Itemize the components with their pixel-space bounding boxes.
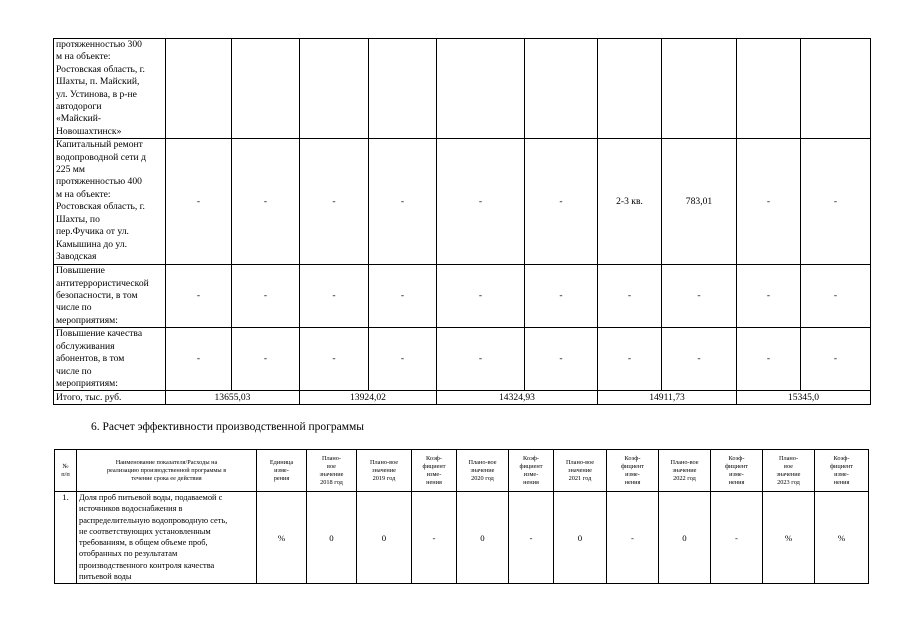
text-line: Ростовская область, г. xyxy=(56,63,145,75)
value-cell: - xyxy=(662,265,737,328)
text-line: 2023 год xyxy=(777,478,800,486)
text-line: Капитальный ремонт xyxy=(56,139,143,151)
value-cell xyxy=(801,39,871,139)
text-line: п/п xyxy=(61,470,70,478)
text-line: «Майский- xyxy=(56,113,102,125)
value-cell: - xyxy=(369,265,437,328)
value-cell: - xyxy=(300,328,369,391)
value-cell: - xyxy=(737,328,801,391)
table-row xyxy=(54,328,871,391)
section-title: 6. Расчет эффективности производственной программы xyxy=(91,421,365,433)
value-cell: % xyxy=(763,492,815,584)
value-cell xyxy=(662,39,737,139)
text-line: значение xyxy=(568,466,592,474)
text-line: Коэф- xyxy=(624,454,641,462)
text-line: ул. Устинова, в р-не xyxy=(56,88,137,100)
text-line: изме- xyxy=(834,470,849,478)
text-line: 2021 год xyxy=(568,474,592,482)
text-line: безопасности, в том xyxy=(56,290,138,302)
value-cell xyxy=(437,39,525,139)
value-cell: - xyxy=(232,139,300,265)
column-header xyxy=(257,450,307,492)
value-cell: - xyxy=(711,492,763,584)
text-line: Коэф- xyxy=(523,454,539,462)
efficiency-table xyxy=(54,449,869,584)
text-line: Плано-вое xyxy=(468,458,497,466)
text-line: фициент xyxy=(829,462,854,470)
text-line: 2019 год xyxy=(372,474,396,482)
table-row xyxy=(54,39,871,139)
text-line: протяженностью 300 xyxy=(56,39,142,50)
value-cell xyxy=(300,39,369,139)
value-cell: 0 xyxy=(554,492,607,584)
text-line: антитеррористической xyxy=(56,277,149,289)
row-number: 1. xyxy=(55,492,77,584)
value-cell: - xyxy=(166,328,232,391)
text-line: фициент xyxy=(724,462,749,470)
table-row xyxy=(54,139,871,265)
text-line: изме- xyxy=(625,470,640,478)
column-header xyxy=(357,450,412,492)
text-line: Шахты, п. Майский, xyxy=(56,76,140,88)
row-name-cell xyxy=(54,265,166,328)
text-line: мероприятиям: xyxy=(56,314,118,326)
value-cell: - xyxy=(598,328,662,391)
text-line: Плано-вое xyxy=(670,458,699,466)
value-cell: - xyxy=(232,328,300,391)
text-line: Камышина до ул. xyxy=(56,238,127,250)
value-cell: - xyxy=(166,139,232,265)
text-line: вое xyxy=(784,462,793,470)
total-value: 14911,73 xyxy=(598,391,737,405)
value-cell: - xyxy=(801,139,871,265)
table-row xyxy=(54,265,871,328)
value-cell: 0 xyxy=(659,492,711,584)
text-line: производственного контроля качества xyxy=(79,560,215,570)
value-cell xyxy=(737,39,801,139)
text-line: значение xyxy=(470,466,495,474)
value-cell xyxy=(598,39,662,139)
column-header xyxy=(659,450,711,492)
text-line: источников водоснабжения в xyxy=(79,504,183,514)
text-line: значение xyxy=(672,466,697,474)
text-line: Коэф- xyxy=(833,454,850,462)
column-header xyxy=(457,450,509,492)
text-line: распределительную водопроводную сеть, xyxy=(79,515,228,525)
column-header xyxy=(509,450,554,492)
text-line: фициент xyxy=(422,462,446,470)
value-cell: - xyxy=(300,139,369,265)
value-cell: - xyxy=(662,328,737,391)
text-line: изме- xyxy=(729,470,744,478)
text-line: 2020 год xyxy=(471,474,494,482)
text-line: Шахты, по xyxy=(56,213,100,225)
text-line: значение xyxy=(776,470,801,478)
row-name-cell xyxy=(54,39,166,139)
value-cell: % xyxy=(257,492,307,584)
value-cell: - xyxy=(525,139,598,265)
text-line: Доля проб питьевой воды, подаваемой с xyxy=(79,493,223,502)
value-cell: - xyxy=(300,265,369,328)
total-label: Итого, тыс. руб. xyxy=(54,391,166,405)
text-line: изме- xyxy=(274,466,289,474)
indicator-name xyxy=(77,492,257,584)
text-line: Единица xyxy=(269,458,294,466)
header-row xyxy=(55,450,869,492)
text-line: требованиям, в общем объеме проб, xyxy=(79,538,208,548)
text-line: нения xyxy=(426,478,442,486)
value-cell: - xyxy=(437,328,525,391)
text-line: Коэф- xyxy=(426,454,442,462)
column-header xyxy=(815,450,869,492)
value-cell: - xyxy=(437,265,525,328)
total-value: 15345,0 xyxy=(737,391,871,405)
text-line: числе по xyxy=(56,365,92,377)
value-cell: 0 xyxy=(457,492,509,584)
column-header xyxy=(77,450,257,492)
text-line: Плано-вое xyxy=(565,458,595,466)
investment-table xyxy=(53,38,871,405)
text-line: Плано- xyxy=(321,454,342,462)
text-line: течение срока ее действия xyxy=(131,474,202,482)
value-cell: - xyxy=(525,265,598,328)
text-line: нения xyxy=(833,478,850,486)
value-cell xyxy=(369,39,437,139)
text-line: Плано-вое xyxy=(369,458,399,466)
value-cell: - xyxy=(607,492,659,584)
value-cell: - xyxy=(598,265,662,328)
value-cell: 2-3 кв. xyxy=(598,139,662,265)
row-name-cell xyxy=(54,139,166,265)
value-cell: % xyxy=(815,492,869,584)
text-line: Ростовская область, г. xyxy=(56,201,145,213)
value-cell: - xyxy=(525,328,598,391)
text-line: № xyxy=(62,462,69,470)
text-line: значение xyxy=(319,470,344,478)
text-line: значение xyxy=(372,466,396,474)
column-header xyxy=(55,450,77,492)
text-line: вое xyxy=(327,462,336,470)
value-cell: 783,01 xyxy=(662,139,737,265)
text-line: Заводская xyxy=(56,250,97,262)
column-header xyxy=(412,450,457,492)
value-cell: - xyxy=(369,328,437,391)
value-cell: - xyxy=(737,139,801,265)
text-line: изме- xyxy=(523,470,539,478)
column-header xyxy=(554,450,607,492)
text-line: 225 мм xyxy=(56,164,85,176)
value-cell: - xyxy=(437,139,525,265)
text-line: автодороги xyxy=(56,101,102,113)
text-line: м на объекте: xyxy=(56,188,111,200)
text-line: рения xyxy=(273,474,290,482)
text-line: изме- xyxy=(426,470,442,478)
value-cell: - xyxy=(412,492,457,584)
text-line: 2022 год xyxy=(673,474,696,482)
value-cell xyxy=(525,39,598,139)
text-line: Коэф- xyxy=(728,454,745,462)
text-line: водопроводной сети д xyxy=(56,151,146,163)
total-value: 13924,02 xyxy=(300,391,437,405)
text-line: абонентов, в том xyxy=(56,353,125,365)
value-cell: - xyxy=(801,265,871,328)
text-line: Новошахтинск» xyxy=(56,125,122,137)
text-line: реализацию производственной программы в xyxy=(106,466,227,474)
text-line: числе по xyxy=(56,302,92,314)
column-header xyxy=(607,450,659,492)
row-name-cell xyxy=(54,328,166,391)
total-value: 14324,93 xyxy=(437,391,598,405)
text-line: Плано- xyxy=(778,454,799,462)
total-row xyxy=(54,391,871,405)
text-line: обслуживания xyxy=(56,340,115,352)
value-cell: - xyxy=(801,328,871,391)
value-cell: - xyxy=(737,265,801,328)
table-row xyxy=(55,492,869,584)
value-cell xyxy=(232,39,300,139)
text-line: нения xyxy=(728,478,745,486)
value-cell: - xyxy=(166,265,232,328)
text-line: не соответствующих установленным xyxy=(79,526,211,536)
text-line: отобранных по результатам xyxy=(79,549,178,559)
column-header xyxy=(763,450,815,492)
value-cell: 0 xyxy=(357,492,412,584)
text-line: пер.Фучика от ул. xyxy=(56,226,129,238)
text-line: фициент xyxy=(519,462,543,470)
value-cell: - xyxy=(232,265,300,328)
text-line: 2018 год xyxy=(320,478,343,486)
text-line: м на объекте: xyxy=(56,51,111,63)
total-value: 13655,03 xyxy=(166,391,300,405)
value-cell: 0 xyxy=(307,492,357,584)
column-header xyxy=(711,450,763,492)
text-line: Повышение качества xyxy=(56,328,143,340)
value-cell: - xyxy=(369,139,437,265)
text-line: Наименование показателя/Расходы на xyxy=(115,458,218,466)
text-line: Повышение xyxy=(56,265,105,277)
value-cell xyxy=(166,39,232,139)
column-header xyxy=(307,450,357,492)
text-line: нения xyxy=(523,478,539,486)
text-line: питьевой воды xyxy=(79,572,132,582)
text-line: нения xyxy=(624,478,641,486)
text-line: мероприятиям: xyxy=(56,377,118,389)
value-cell: - xyxy=(509,492,554,584)
text-line: фициент xyxy=(620,462,645,470)
text-line: протяженностью 400 xyxy=(56,176,142,188)
